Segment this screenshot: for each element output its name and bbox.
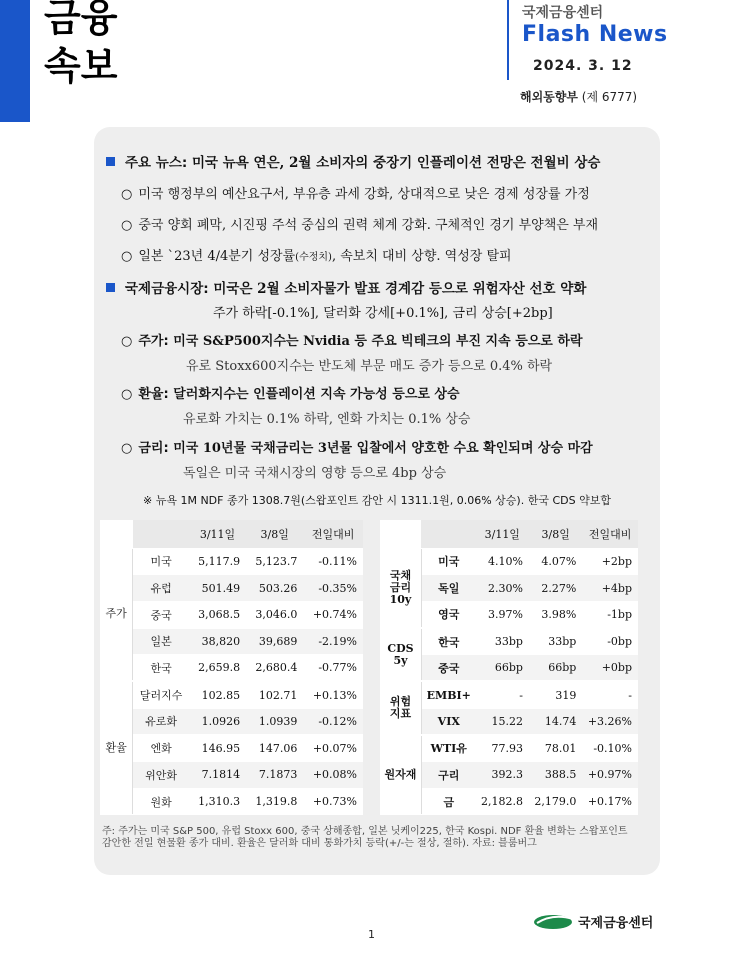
table-cell: +0.07% — [303, 735, 363, 762]
table-header-cell: 3/11일 — [476, 520, 529, 548]
square-bullet-icon — [106, 283, 115, 292]
header-accent-bar — [0, 0, 30, 122]
table-row-label: 미국 — [421, 548, 475, 575]
table-header-cell: 3/11일 — [189, 520, 246, 548]
table-row-label: 엔화 — [133, 735, 189, 762]
table-row — [100, 735, 363, 762]
table-cell: 147.06 — [246, 735, 303, 762]
table-row-label: 금 — [421, 788, 475, 815]
table-cell: 14.74 — [529, 708, 582, 735]
table-cell: 3.97% — [476, 601, 529, 628]
table-row — [100, 762, 363, 789]
table-cell: 2.27% — [529, 575, 582, 602]
table-cell: 7.1873 — [246, 762, 303, 789]
table-cell: 3,046.0 — [246, 601, 303, 628]
table-cell: 2,659.8 — [189, 655, 246, 682]
header-flash-news: Flash News — [522, 22, 668, 47]
market-fx: ○ 환율: 달러화지수는 인플레이션 지속 가능성 등으로 상승 — [121, 387, 460, 402]
table-row-label: 영국 — [421, 601, 475, 628]
table-cell: 388.5 — [529, 762, 582, 789]
table-cell: 1,310.3 — [189, 788, 246, 815]
table-cell: 5,117.9 — [189, 548, 246, 575]
logo-text: 국제금융센터 — [578, 916, 654, 931]
circle-bullet-icon: ○ — [121, 218, 133, 233]
table-cell: 102.85 — [189, 681, 246, 708]
table-row-label: 일본 — [133, 628, 189, 655]
kcif-logo-icon — [533, 911, 577, 931]
market-rates-sub: 독일은 미국 국채시장의 영향 등으로 4bp 상승 — [183, 466, 447, 481]
table-cell: -0bp — [582, 628, 638, 655]
table-cell: -0.10% — [582, 735, 638, 762]
table-cell: 503.26 — [246, 575, 303, 602]
table-row — [100, 681, 363, 708]
market-summary: 주가 하락[-0.1%], 달러화 강세[+0.1%], 금리 상승[+2bp] — [213, 306, 553, 321]
circle-bullet-icon: ○ — [121, 441, 133, 456]
header-org: 국제금융센터 — [522, 5, 604, 21]
table-row — [380, 628, 638, 655]
table-cell: 66bp — [529, 655, 582, 682]
table-cell: 4.07% — [529, 548, 582, 575]
table-header-cell — [100, 520, 133, 548]
header-dept: 해외동향부 (제 6777) — [520, 90, 638, 104]
table-row-label: 한국 — [133, 655, 189, 682]
table-group-label: 국채 금리 10y — [380, 548, 421, 628]
market-rates: ○ 금리: 미국 10년물 국채금리는 3년물 입찰에서 양호한 수요 확인되며 상승 마감 — [121, 441, 593, 456]
table-cell: -2.19% — [303, 628, 363, 655]
table-cell: 1.0939 — [246, 708, 303, 735]
table-row-label: 독일 — [421, 575, 475, 602]
table-header-cell: 3/8일 — [529, 520, 582, 548]
table-cell: 501.49 — [189, 575, 246, 602]
table-row — [100, 655, 363, 682]
table-cell: +4bp — [582, 575, 638, 602]
table-cell: 1,319.8 — [246, 788, 303, 815]
circle-bullet-icon: ○ — [121, 249, 133, 264]
circle-bullet-icon: ○ — [121, 187, 133, 202]
table-cell: +0.97% — [582, 762, 638, 789]
table-row-label: EMBI+ — [421, 681, 475, 708]
table-row — [100, 575, 363, 602]
table-header-cell: 전일대비 — [582, 520, 638, 548]
table-header-row — [380, 520, 638, 548]
table-cell: 78.01 — [529, 735, 582, 762]
table-row — [380, 548, 638, 575]
table-cell: 2,680.4 — [246, 655, 303, 682]
table-row-label: WTI유 — [421, 735, 475, 762]
table-row-label: 원화 — [133, 788, 189, 815]
table-header-cell — [421, 520, 475, 548]
market-stocks-sub: 유로 Stoxx600지수는 반도체 부문 매도 증가 등으로 0.4% 하락 — [186, 359, 553, 374]
table-header-cell: 3/8일 — [246, 520, 303, 548]
table-row-label: 달러지수 — [133, 681, 189, 708]
table-cell: - — [476, 681, 529, 708]
table-cell: 66bp — [476, 655, 529, 682]
table-row-label: 유로화 — [133, 708, 189, 735]
news-bullet-3: ○ 일본 `23년 4/4분기 성장률(수정치), 속보치 대비 상향. 역성장 탈피 — [121, 249, 512, 264]
table-row-label: 중국 — [133, 601, 189, 628]
table-cell: 2,182.8 — [476, 788, 529, 815]
table-cell: +0.73% — [303, 788, 363, 815]
table-cell: 102.71 — [246, 681, 303, 708]
news-bullet-2: ○ 중국 양회 폐막, 시진핑 주석 중심의 권력 체계 강화. 구체적인 경기 부양책은 부재 — [121, 218, 599, 233]
footnote: 주: 주가는 미국 S&P 500, 유럽 Stoxx 600, 중국 상해종합, 일본 닛케이225, 한국 Kospi. NDF 환율 변화는 스왑포인트 감안한 전일 현물환 종가 대비. 환율은 달러화 대비 통화가치 등락(+/-는 절상, 절하). 자료: 블룸버그 — [102, 826, 628, 849]
ndf-note: ※ 뉴욕 1M NDF 종가 1308.7원(스왑포인트 감안 시 1311.1원, 0.06% 상승). 한국 CDS 약보합 — [143, 494, 611, 507]
table-group-label: 위험 지표 — [380, 681, 421, 734]
section-intl-market: 국제금융시장: 미국은 2월 소비자물가 발표 경계감 등으로 위험자산 선호 약화 — [106, 277, 586, 297]
table-cell: 3,068.5 — [189, 601, 246, 628]
table-header-cell — [380, 520, 421, 548]
table-row — [100, 601, 363, 628]
table-group-label: 원자재 — [380, 735, 421, 815]
right-market-table — [380, 520, 638, 815]
circle-bullet-icon: ○ — [121, 334, 133, 349]
table-cell: -0.35% — [303, 575, 363, 602]
table-cell: +0bp — [582, 655, 638, 682]
table-cell: 392.3 — [476, 762, 529, 789]
table-cell: 3.98% — [529, 601, 582, 628]
table-row — [100, 788, 363, 815]
table-header-cell — [133, 520, 189, 548]
table-header-cell: 전일대비 — [303, 520, 363, 548]
table-cell: 15.22 — [476, 708, 529, 735]
table-row-label: 위안화 — [133, 762, 189, 789]
table-header-row — [100, 520, 363, 548]
header-divider — [507, 0, 509, 80]
table-cell: +0.08% — [303, 762, 363, 789]
news-bullet-1: ○ 미국 행정부의 예산요구서, 부유층 과세 강화, 상대적으로 낮은 경제 성장률 가정 — [121, 187, 590, 202]
table-row — [100, 628, 363, 655]
table-cell: 146.95 — [189, 735, 246, 762]
table-row-label: 구리 — [421, 762, 475, 789]
table-cell: -0.77% — [303, 655, 363, 682]
table-row-label: 유럽 — [133, 575, 189, 602]
table-row — [100, 708, 363, 735]
section-main-news: 주요 뉴스: 미국 뉴욕 연은, 2월 소비자의 중장기 인플레이션 전망은 전월비 상승 — [106, 151, 600, 171]
table-cell: 38,820 — [189, 628, 246, 655]
table-cell: +0.74% — [303, 601, 363, 628]
table-cell: +2bp — [582, 548, 638, 575]
table-group-label: 환율 — [100, 681, 133, 814]
table-group-label: CDS 5y — [380, 628, 421, 681]
table-group-label: 주가 — [100, 548, 133, 681]
left-market-table — [100, 520, 363, 815]
table-cell: +0.17% — [582, 788, 638, 815]
page-title: 금융 속보 — [44, 0, 118, 88]
table-cell: 4.10% — [476, 548, 529, 575]
table-cell: 77.93 — [476, 735, 529, 762]
table-cell: -0.11% — [303, 548, 363, 575]
table-cell: 5,123.7 — [246, 548, 303, 575]
header-date: 2024. 3. 12 — [533, 58, 633, 74]
market-stocks: ○ 주가: 미국 S&P500지수는 Nvidia 등 주요 빅테크의 부진 지속 등으로 하락 — [121, 334, 583, 349]
table-row-label: 중국 — [421, 655, 475, 682]
table-row — [100, 548, 363, 575]
table-cell: 39,689 — [246, 628, 303, 655]
table-row-label: 미국 — [133, 548, 189, 575]
table-cell: +0.13% — [303, 681, 363, 708]
market-fx-sub: 유로화 가치는 0.1% 하락, 엔화 가치는 0.1% 상승 — [183, 412, 471, 427]
table-row — [380, 681, 638, 708]
table-row-label: 한국 — [421, 628, 475, 655]
table-row-label: VIX — [421, 708, 475, 735]
table-cell: -1bp — [582, 601, 638, 628]
table-cell: 1.0926 — [189, 708, 246, 735]
table-cell: +3.26% — [582, 708, 638, 735]
circle-bullet-icon: ○ — [121, 387, 133, 402]
table-cell: 2,179.0 — [529, 788, 582, 815]
square-bullet-icon — [106, 157, 115, 166]
table-cell: - — [582, 681, 638, 708]
table-cell: 2.30% — [476, 575, 529, 602]
table-cell: -0.12% — [303, 708, 363, 735]
table-cell: 7.1814 — [189, 762, 246, 789]
table-row — [380, 735, 638, 762]
table-cell: 33bp — [529, 628, 582, 655]
table-cell: 33bp — [476, 628, 529, 655]
table-cell: 319 — [529, 681, 582, 708]
page-number: 1 — [368, 928, 375, 941]
